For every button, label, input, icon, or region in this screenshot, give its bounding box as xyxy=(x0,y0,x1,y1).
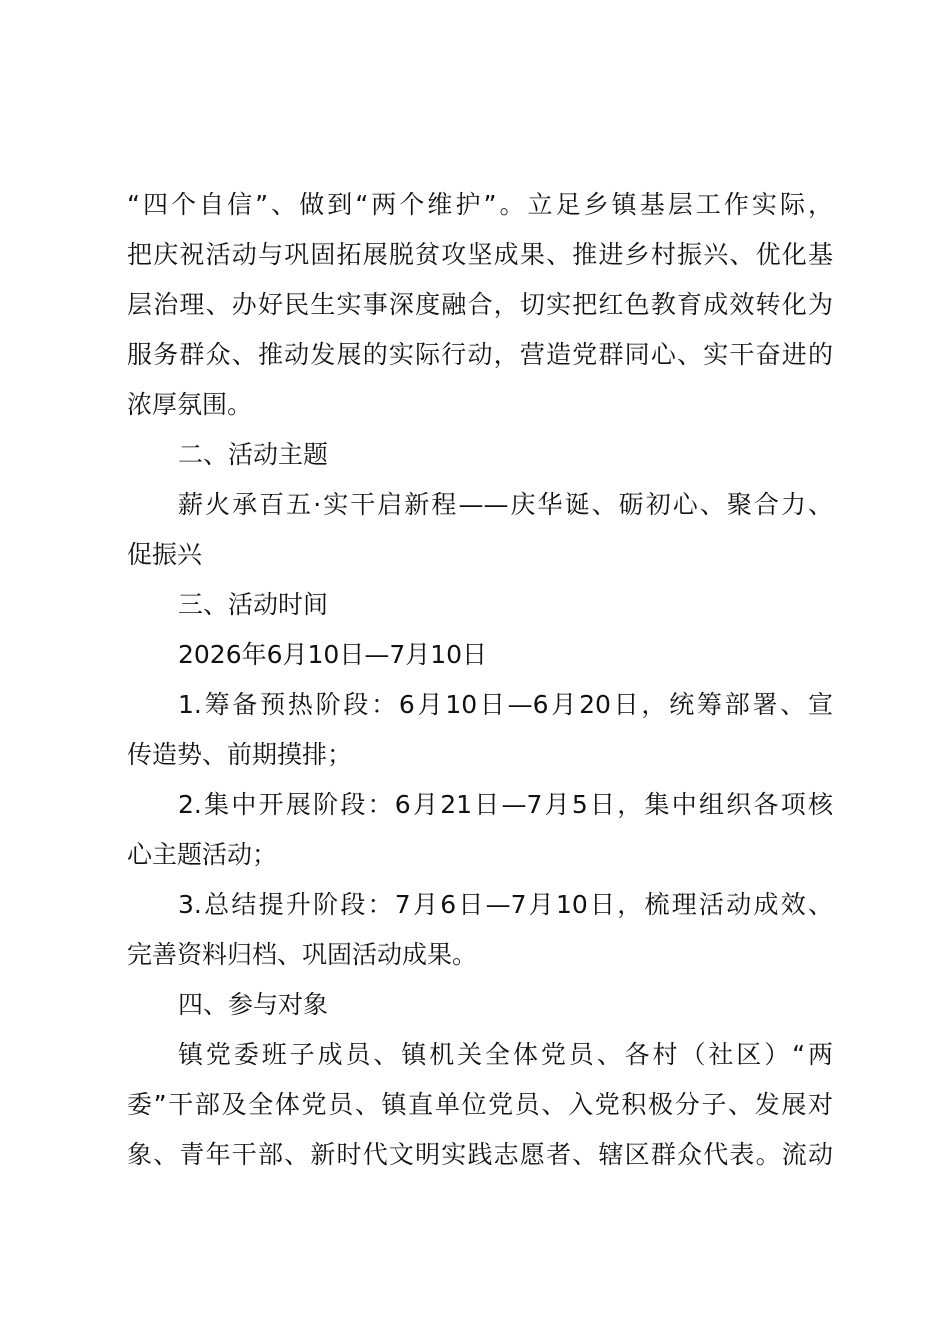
paragraph-line: 把庆祝活动与巩固拓展脱贫攻坚成果、推进乡村振兴、优化基 xyxy=(127,240,833,269)
section-heading: 三、活动时间 xyxy=(178,590,329,619)
paragraph-line: 镇党委班子成员、镇机关全体党员、各村（社区）“两 xyxy=(178,1040,833,1069)
paragraph-line: 浓厚氛围。 xyxy=(127,390,253,419)
paragraph-line: 完善资料归档、巩固活动成果。 xyxy=(127,940,478,969)
paragraph-line: 象、青年干部、新时代文明实践志愿者、辖区群众代表。流动 xyxy=(127,1140,833,1169)
section-heading: 四、参与对象 xyxy=(178,990,329,1019)
paragraph-line: 服务群众、推动发展的实际行动，营造党群同心、实干奋进的 xyxy=(127,340,833,369)
paragraph-line: 3.总结提升阶段：7月6日—7月10日，梳理活动成效、 xyxy=(178,890,833,919)
section-heading: 二、活动主题 xyxy=(178,440,329,469)
paragraph-line: “四个自信”、做到“两个维护”。立足乡镇基层工作实际， xyxy=(127,190,833,219)
paragraph-line: 1.筹备预热阶段：6月10日—6月20日，统筹部署、宣 xyxy=(178,690,833,719)
paragraph-line: 心主题活动； xyxy=(127,840,278,869)
paragraph-line: 2.集中开展阶段：6月21日—7月5日，集中组织各项核 xyxy=(178,790,833,819)
paragraph-line: 委”干部及全体党员、镇直单位党员、入党积极分子、发展对 xyxy=(127,1090,833,1119)
paragraph-line: 层治理、办好民生实事深度融合，切实把红色教育成效转化为 xyxy=(127,290,833,319)
paragraph-line: 促振兴 xyxy=(127,540,203,569)
paragraph-line: 传造势、前期摸排； xyxy=(127,740,353,769)
body-text xyxy=(127,180,833,1180)
paragraph-line: 薪火承百五·实干启新程——庆华诞、砺初心、聚合力、 xyxy=(178,490,833,519)
paragraph-line: 2026年6月10日—7月10日 xyxy=(178,640,488,669)
